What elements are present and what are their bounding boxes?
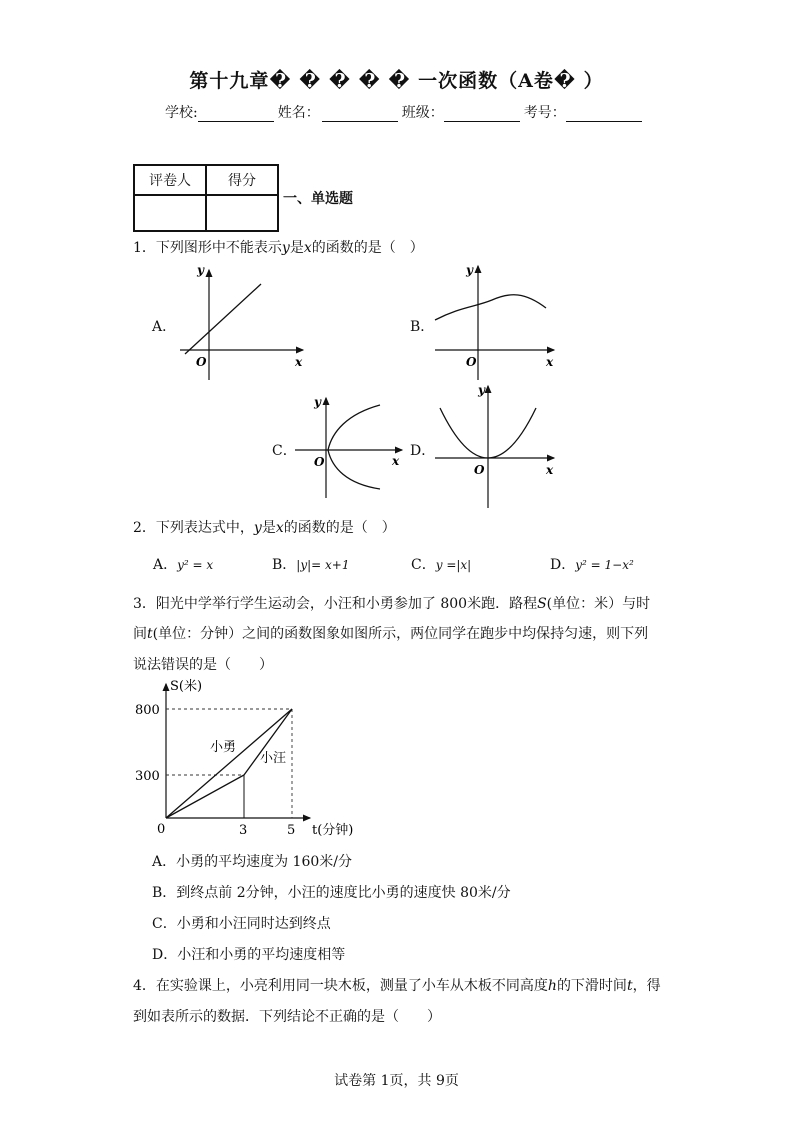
q2-option-c[interactable]: [411, 554, 471, 574]
origin-label: O: [474, 463, 485, 477]
xiaoyong-label: 小勇: [210, 740, 237, 755]
q3-option-b[interactable]: B．到终点前 2分钟，小汪的速度比小勇的速度快 80米/分: [152, 885, 511, 901]
q4-text-a: 4．在实验课上，小亮利用同一块木板，测量了小车从木板不同高度: [133, 978, 548, 994]
question-1: [133, 237, 424, 257]
question-4-line-1: [133, 975, 661, 995]
q2-option-b-expr: |y|= x+1: [296, 558, 350, 572]
student-info-line: [165, 102, 646, 122]
q1-text-c: 的函数的是（ ）: [311, 240, 424, 256]
class-field[interactable]: [444, 107, 520, 122]
page-footer: 试卷第 1页，共 9页: [334, 1073, 459, 1089]
question-3-line-1: [133, 593, 650, 613]
q4-text-b: 的下滑时间: [556, 978, 627, 994]
school-field[interactable]: [198, 107, 274, 122]
school-label: 学校:: [165, 105, 198, 121]
q2-option-b[interactable]: [272, 554, 350, 574]
y-label: y: [197, 263, 204, 277]
name-label: 姓名：: [277, 105, 320, 121]
q3-option-c[interactable]: C．小勇和小汪同时达到终点: [152, 916, 331, 932]
q1-graph-d[interactable]: [432, 382, 562, 510]
q2-option-d-expr: y² = 1−x²: [575, 558, 634, 572]
origin-label: O: [466, 355, 477, 369]
q1-graph-a[interactable]: [175, 262, 315, 384]
tick-800: 800: [135, 703, 160, 718]
tick-3: 3: [239, 823, 248, 838]
question-4-line-2: 到如表所示的数据．下列结论不正确的是（ ）: [133, 1009, 441, 1025]
q3-text-c: 间: [133, 626, 147, 642]
score-cell[interactable]: [206, 195, 278, 231]
tick-300: 300: [135, 769, 160, 784]
q1-option-a-label: A．: [152, 319, 177, 335]
page-title: 第十九章� � � � � 一次函数（A卷� ）: [189, 70, 604, 92]
origin-label: O: [196, 355, 207, 369]
q2-option-d-label: D．: [550, 557, 576, 573]
q3-var-t: t: [147, 626, 153, 642]
q3-text-d: (单位：分钟）之间的函数图象如图所示，两位同学在跑步中均保持匀速，则下列: [152, 626, 649, 642]
q2-option-b-label: B．: [272, 557, 297, 573]
q2-var-x: x: [275, 520, 284, 536]
q1-option-b-label: B．: [410, 319, 435, 335]
q4-var-h: h: [547, 978, 557, 994]
name-field[interactable]: [322, 107, 398, 122]
q1-option-d-label: D．: [410, 443, 436, 459]
graph-line: [185, 284, 261, 354]
q3-option-a[interactable]: A．小勇的平均速度为 160米/分: [152, 854, 352, 870]
t-axis-label: t(分钟): [312, 823, 354, 838]
q1-text-b: 是: [289, 240, 304, 256]
q1-graph-b[interactable]: [430, 262, 565, 384]
q3-var-s: S: [537, 596, 547, 612]
q1-option-c-label: C．: [272, 443, 297, 459]
y-label: y: [314, 395, 321, 409]
question-2: [133, 517, 396, 537]
number-label: 考号：: [523, 105, 566, 121]
question-3-line-3: 说法错误的是（ ）: [133, 657, 273, 673]
q2-option-a-label: A．: [153, 557, 178, 573]
q1-text-a: 1．下列图形中不能表示: [133, 240, 282, 256]
q2-text-c: 的函数的是（ ）: [283, 520, 396, 536]
graph-curve: [435, 295, 546, 320]
x-label: x: [546, 355, 554, 369]
q2-option-c-label: C．: [411, 557, 436, 573]
q2-text-b: 是: [261, 520, 276, 536]
q1-var-y: y: [281, 240, 290, 256]
q2-text-a: 2．下列表达式中，: [133, 520, 254, 536]
q3-distance-time-graph[interactable]: [130, 676, 370, 844]
score-table: [133, 164, 279, 232]
q2-option-a-expr: y² = x: [177, 558, 214, 572]
xiaowang-label: 小汪: [260, 751, 287, 766]
q3-option-d[interactable]: D．小汪和小勇的平均速度相等: [152, 947, 346, 963]
grader-cell[interactable]: [134, 195, 206, 231]
number-field[interactable]: [566, 107, 642, 122]
q4-text-c: ，得: [632, 978, 661, 994]
q4-var-t: t: [626, 978, 633, 994]
section-heading: 一、单选题: [283, 191, 353, 207]
s-axis-label: S(米): [170, 679, 203, 694]
y-label: y: [466, 263, 473, 277]
graph-curve: [328, 405, 380, 489]
tick-5: 5: [287, 823, 296, 838]
q3-text-a: 3．阳光中学举行学生运动会，小汪和小勇参加了 800米跑．路程: [133, 596, 538, 612]
y-label: y: [478, 383, 485, 397]
q2-var-y: y: [253, 520, 262, 536]
question-3-line-2: [133, 623, 648, 643]
x-label: x: [295, 355, 303, 369]
q1-graph-c[interactable]: [292, 392, 410, 500]
class-label: 班级：: [401, 105, 444, 121]
x-label: x: [546, 463, 554, 477]
score-header: 得分: [206, 165, 278, 195]
origin-label: 0: [157, 822, 166, 837]
q2-option-c-expr: y =|x|: [435, 558, 472, 572]
q2-option-d[interactable]: [550, 554, 634, 574]
q3-text-b: (单位：米）与时: [546, 596, 651, 612]
origin-label: O: [314, 455, 325, 469]
x-label: x: [392, 454, 400, 468]
grader-header: 评卷人: [134, 165, 206, 195]
q1-var-x: x: [303, 240, 312, 256]
q2-option-a[interactable]: [153, 554, 213, 574]
